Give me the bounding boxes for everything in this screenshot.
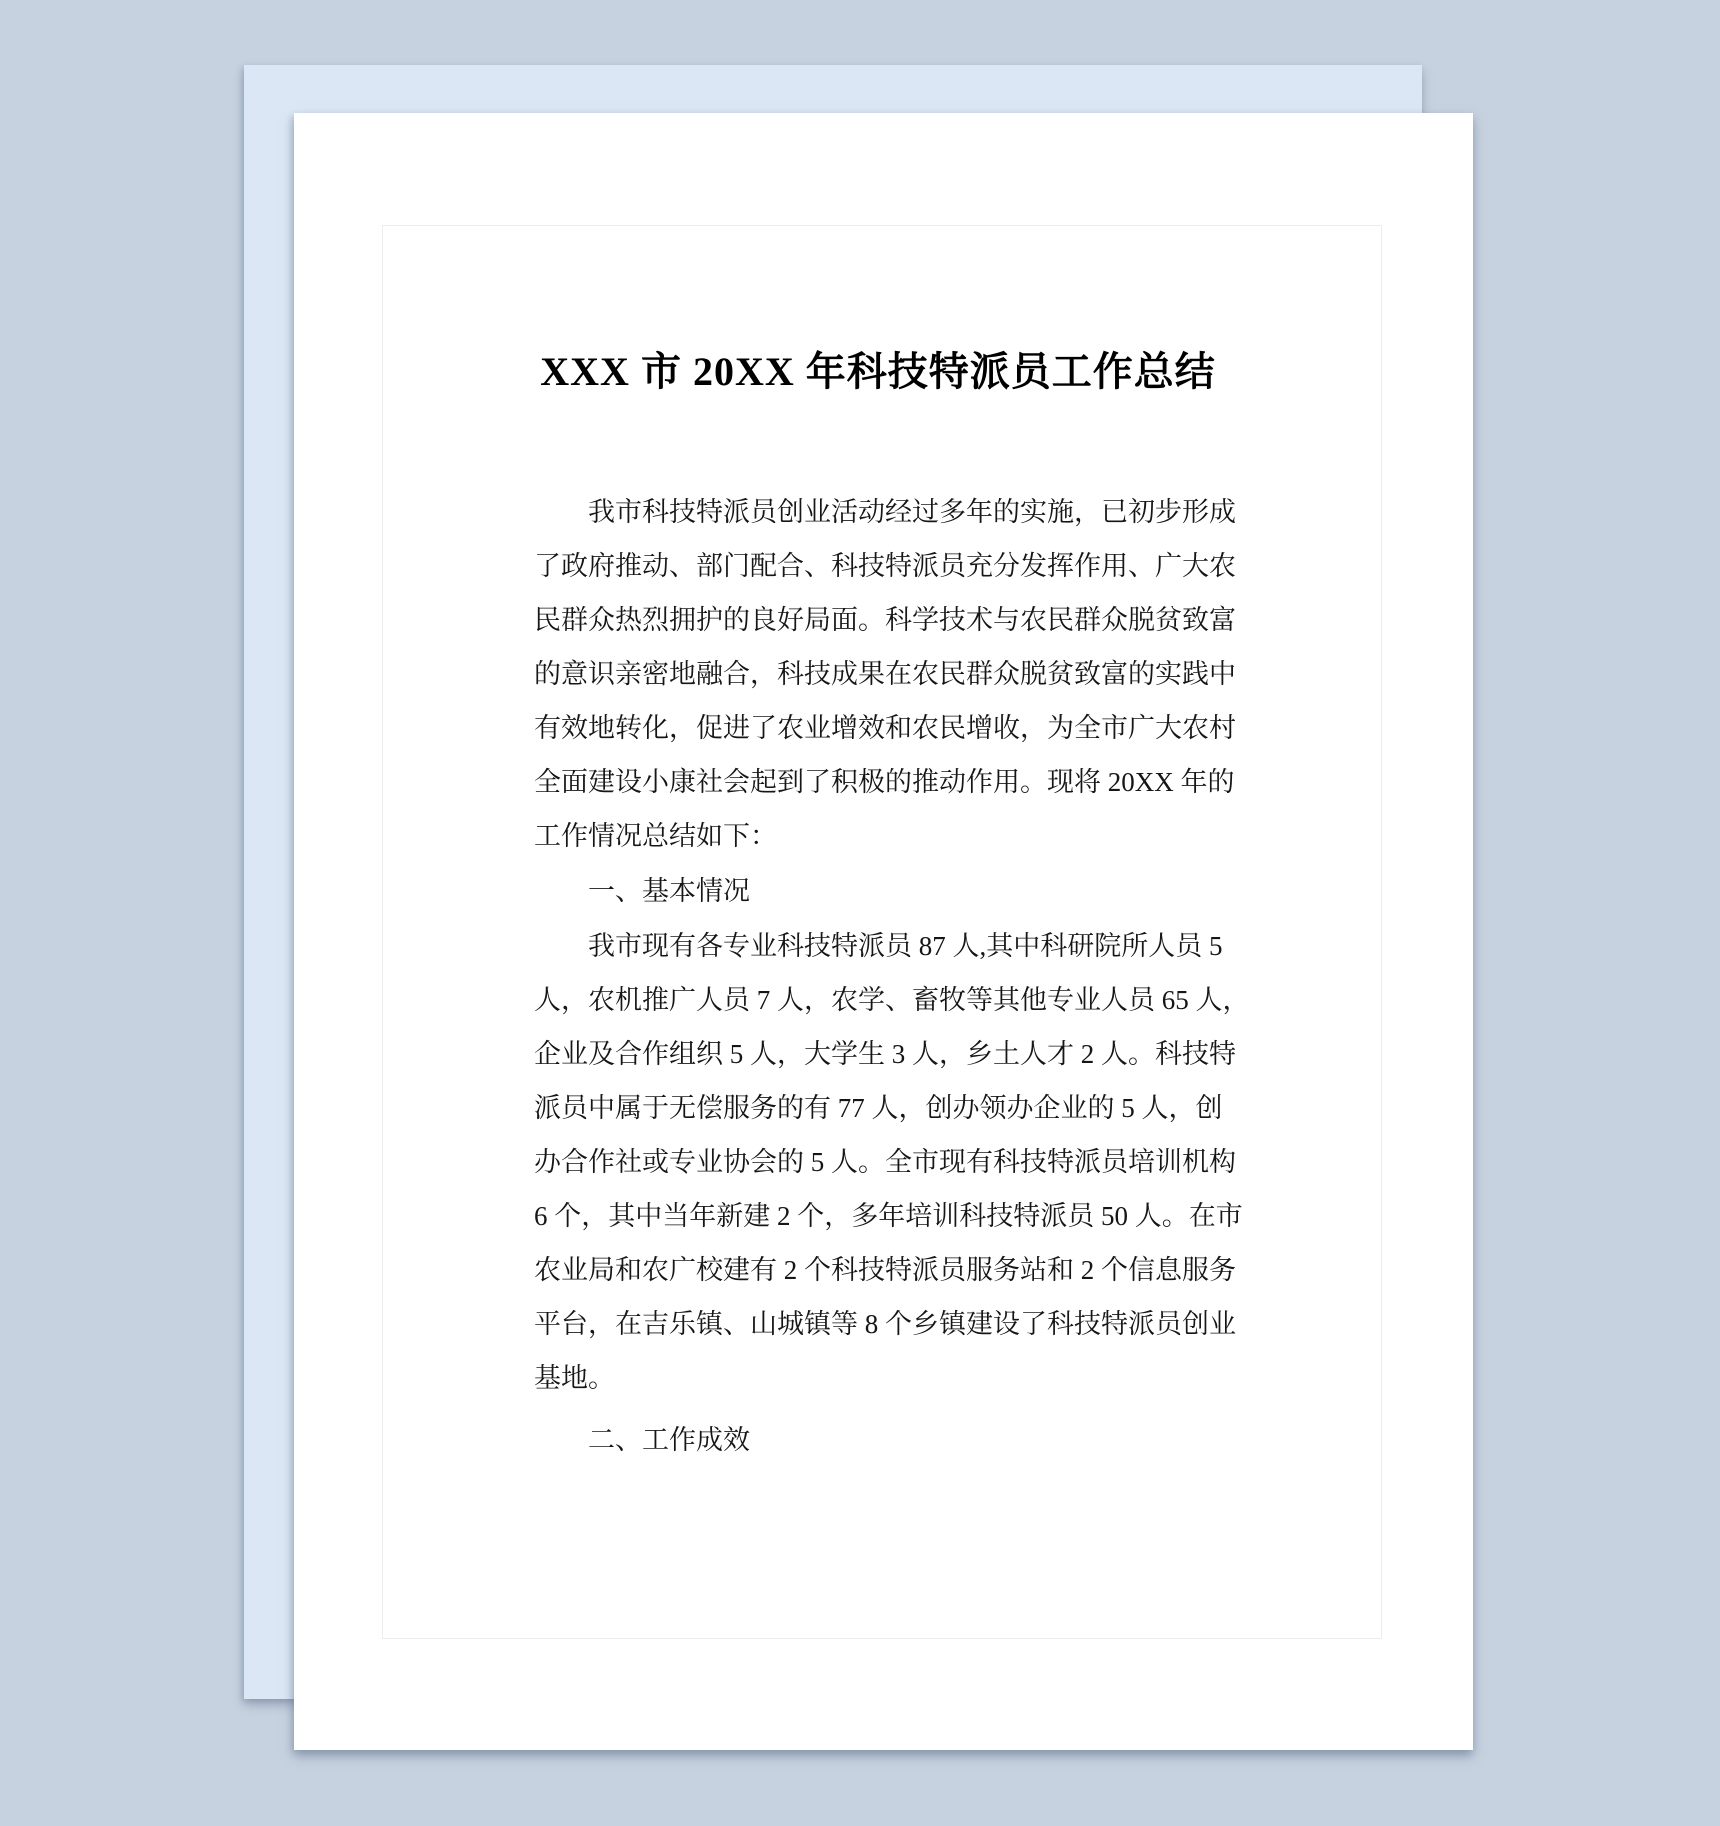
document-title: XXX 市 20XX 年科技特派员工作总结 [540, 349, 1216, 394]
text-line: 了政府推动、部门配合、科技特派员充分发挥作用、广大农 [534, 551, 1236, 581]
text-line: 工作情况总结如下： [534, 821, 777, 851]
text-line: 民群众热烈拥护的良好局面。科学技术与农民群众脱贫致富 [534, 605, 1236, 635]
text-line: 办合作社或专业协会的 5 人。全市现有科技特派员培训机构 [534, 1147, 1236, 1177]
text-line: 有效地转化，促进了农业增效和农民增收，为全市广大农村 [534, 713, 1236, 743]
section-heading: 一、基本情况 [588, 876, 750, 906]
text-line: 我市科技特派员创业活动经过多年的实施，已初步形成 [588, 497, 1236, 527]
text-line: 基地。 [534, 1363, 615, 1393]
text-line: 派员中属于无偿服务的有 77 人，创办领办企业的 5 人，创 [534, 1093, 1223, 1123]
text-line: 平台，在吉乐镇、山城镇等 8 个乡镇建设了科技特派员创业 [534, 1309, 1236, 1339]
document-body [534, 485, 1250, 1467]
text-line: 农业局和农广校建有 2 个科技特派员服务站和 2 个信息服务 [534, 1255, 1236, 1285]
text-line: 6 个，其中当年新建 2 个，多年培训科技特派员 50 人。在市 [534, 1201, 1243, 1231]
text-line: 我市现有各专业科技特派员 87 人,其中科研院所人员 5 [588, 931, 1223, 961]
text-line: 企业及合作组织 5 人，大学生 3 人，乡土人才 2 人。科技特 [534, 1039, 1236, 1069]
document-content [534, 113, 1250, 1467]
text-line: 人，农机推广人员 7 人，农学、畜牧等其他专业人员 65 人， [534, 985, 1250, 1015]
paragraph [534, 485, 1236, 863]
paragraph [534, 919, 1250, 1405]
text-line: 的意识亲密地融合，科技成果在农民群众脱贫致富的实践中 [534, 659, 1236, 689]
section-heading: 二、工作成效 [588, 1425, 750, 1455]
text-line: 全面建设小康社会起到了积极的推动作用。现将 20XX 年的 [534, 767, 1235, 797]
document-page [294, 113, 1473, 1750]
